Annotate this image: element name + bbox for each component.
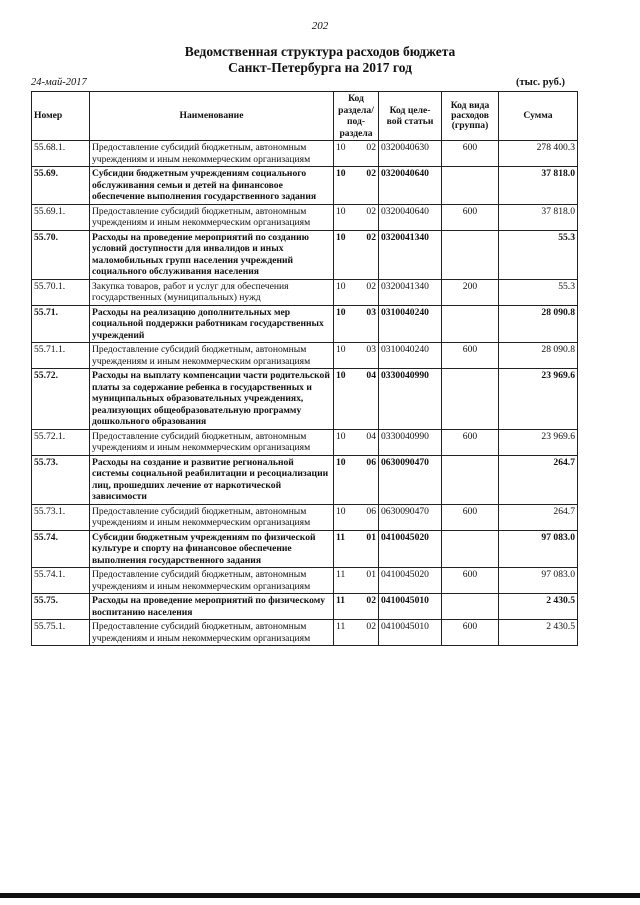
header-name: Наименование bbox=[90, 92, 334, 141]
row-name: Предоставление субсидий бюджетным, автономным учреждениям и иным некоммерческим организациям bbox=[90, 141, 334, 167]
row-vr bbox=[442, 455, 499, 504]
row-name: Расходы на проведение мероприятий по физическому воспитанию населения bbox=[90, 594, 334, 620]
row-razdel bbox=[334, 343, 379, 369]
row-name: Расходы на создание и развитие региональной системы социальной реабилитации и ресоциализации лиц, прошедших лечение от наркотической зависимости bbox=[90, 455, 334, 504]
row-cs: 0330040990 bbox=[379, 369, 442, 430]
row-vr: 600 bbox=[442, 620, 499, 646]
row-pr: 02 bbox=[366, 142, 376, 153]
row-razdel bbox=[334, 141, 379, 167]
row-vr: 600 bbox=[442, 568, 499, 594]
row-cs: 0320040640 bbox=[379, 204, 442, 230]
row-razdel bbox=[334, 594, 379, 620]
table-row bbox=[32, 594, 578, 620]
row-rz: 11 bbox=[336, 621, 346, 632]
row-cs: 0310040240 bbox=[379, 343, 442, 369]
row-cs: 0310040240 bbox=[379, 305, 442, 343]
row-pr: 02 bbox=[366, 205, 376, 217]
budget-table bbox=[31, 91, 578, 646]
row-number: 55.69.1. bbox=[32, 204, 90, 230]
row-rz: 11 bbox=[336, 569, 346, 580]
row-rz: 10 bbox=[336, 505, 346, 517]
row-cs: 0410045020 bbox=[379, 568, 442, 594]
row-rz: 10 bbox=[336, 231, 346, 243]
row-cs: 0630090470 bbox=[379, 455, 442, 504]
row-name: Расходы на проведение мероприятий по созданию условий доступности для инвалидов и иных маломобильных групп населения учреждений социального обслуживания населения bbox=[90, 230, 334, 279]
row-razdel bbox=[334, 204, 379, 230]
table-row bbox=[32, 504, 578, 530]
row-name: Предоставление субсидий бюджетным, автономным учреждениям и иным некоммерческим организациям bbox=[90, 343, 334, 369]
row-cs: 0410045010 bbox=[379, 620, 442, 646]
row-vr: 200 bbox=[442, 279, 499, 305]
row-pr: 02 bbox=[366, 280, 376, 292]
row-razdel bbox=[334, 455, 379, 504]
table-row bbox=[32, 568, 578, 594]
row-sum: 55.3 bbox=[499, 230, 578, 279]
row-sum: 278 400.3 bbox=[499, 141, 578, 167]
row-pr: 06 bbox=[366, 505, 376, 517]
row-vr bbox=[442, 305, 499, 343]
row-cs: 0410045020 bbox=[379, 530, 442, 568]
row-pr: 02 bbox=[366, 168, 376, 179]
row-number: 55.71.1. bbox=[32, 343, 90, 369]
row-cs: 0630090470 bbox=[379, 504, 442, 530]
row-vr bbox=[442, 369, 499, 430]
row-sum: 264.7 bbox=[499, 504, 578, 530]
table-row bbox=[32, 455, 578, 504]
row-name: Субсидии бюджетным учреждениям по физической культуре и спорту на финансовое обеспечение выполнения государственного задания bbox=[90, 530, 334, 568]
row-name: Предоставление субсидий бюджетным, автономным учреждениям и иным некоммерческим организациям bbox=[90, 504, 334, 530]
header-number: Номер bbox=[32, 92, 90, 141]
table-row bbox=[32, 279, 578, 305]
row-rz: 10 bbox=[336, 430, 346, 442]
row-number: 55.74.1. bbox=[32, 568, 90, 594]
row-sum: 28 090.8 bbox=[499, 305, 578, 343]
row-sum: 264.7 bbox=[499, 455, 578, 504]
row-sum: 2 430.5 bbox=[499, 620, 578, 646]
row-rz: 10 bbox=[336, 142, 346, 153]
table-row bbox=[32, 141, 578, 167]
table-header-row bbox=[32, 92, 578, 141]
row-sum: 23 969.6 bbox=[499, 369, 578, 430]
table-row bbox=[32, 305, 578, 343]
row-cs: 0320040630 bbox=[379, 141, 442, 167]
row-cs: 0320040640 bbox=[379, 167, 442, 205]
row-cs: 0410045010 bbox=[379, 594, 442, 620]
row-name: Расходы на выплату компенсации части родительской платы за содержание ребенка в государственных и муниципальных образовательных учреждениях, реализующих общеобразовательную программу дошкольного образования bbox=[90, 369, 334, 430]
row-rz: 10 bbox=[336, 456, 346, 468]
row-sum: 28 090.8 bbox=[499, 343, 578, 369]
header-razdel: Код раздела/ под- раздела bbox=[334, 92, 379, 141]
row-number: 55.72.1. bbox=[32, 429, 90, 455]
row-name: Предоставление субсидий бюджетным, автономным учреждениям и иным некоммерческим организациям bbox=[90, 568, 334, 594]
row-rz: 10 bbox=[336, 205, 346, 217]
row-number: 55.72. bbox=[32, 369, 90, 430]
row-vr: 600 bbox=[442, 343, 499, 369]
row-pr: 06 bbox=[366, 456, 376, 468]
row-rz: 10 bbox=[336, 370, 346, 381]
table-row bbox=[32, 204, 578, 230]
row-rz: 10 bbox=[336, 344, 346, 355]
row-razdel bbox=[334, 167, 379, 205]
row-pr: 02 bbox=[366, 231, 376, 243]
row-rz: 11 bbox=[336, 531, 346, 543]
table-row bbox=[32, 530, 578, 568]
table-row bbox=[32, 343, 578, 369]
row-cs: 0320041340 bbox=[379, 279, 442, 305]
row-name: Предоставление субсидий бюджетным, автономным учреждениям и иным некоммерческим организациям bbox=[90, 204, 334, 230]
row-sum: 97 083.0 bbox=[499, 568, 578, 594]
row-number: 55.68.1. bbox=[32, 141, 90, 167]
table-row bbox=[32, 429, 578, 455]
page-number: 202 bbox=[311, 20, 329, 32]
row-vr: 600 bbox=[442, 141, 499, 167]
row-razdel bbox=[334, 504, 379, 530]
table-row bbox=[32, 369, 578, 430]
row-number: 55.75. bbox=[32, 594, 90, 620]
scan-bottom-edge bbox=[0, 893, 640, 898]
units-label: (тыс. руб.) bbox=[516, 77, 565, 88]
row-name: Предоставление субсидий бюджетным, автономным учреждениям и иным некоммерческим организациям bbox=[90, 620, 334, 646]
row-vr bbox=[442, 167, 499, 205]
row-vr: 600 bbox=[442, 429, 499, 455]
header-sum: Сумма bbox=[499, 92, 578, 141]
row-name: Предоставление субсидий бюджетным, автономным учреждениям и иным некоммерческим организациям bbox=[90, 429, 334, 455]
row-pr: 02 bbox=[366, 621, 376, 632]
row-razdel bbox=[334, 429, 379, 455]
row-razdel bbox=[334, 369, 379, 430]
document-title bbox=[0, 44, 640, 76]
row-number: 55.74. bbox=[32, 530, 90, 568]
row-vr bbox=[442, 530, 499, 568]
row-number: 55.70.1. bbox=[32, 279, 90, 305]
row-name: Закупка товаров, работ и услуг для обеспечения государственных (муниципальных) нужд bbox=[90, 279, 334, 305]
header-cs: Код целе- вой статьи bbox=[379, 92, 442, 141]
row-number: 55.73.1. bbox=[32, 504, 90, 530]
row-razdel bbox=[334, 279, 379, 305]
row-sum: 55.3 bbox=[499, 279, 578, 305]
row-sum: 37 818.0 bbox=[499, 204, 578, 230]
header-vr: Код вида расходов (группа) bbox=[442, 92, 499, 141]
row-vr bbox=[442, 230, 499, 279]
table-row bbox=[32, 620, 578, 646]
row-number: 55.70. bbox=[32, 230, 90, 279]
row-razdel bbox=[334, 230, 379, 279]
row-sum: 37 818.0 bbox=[499, 167, 578, 205]
row-rz: 10 bbox=[336, 168, 346, 179]
row-number: 55.75.1. bbox=[32, 620, 90, 646]
table-row bbox=[32, 167, 578, 205]
row-razdel bbox=[334, 568, 379, 594]
row-pr: 04 bbox=[366, 430, 376, 442]
row-pr: 01 bbox=[366, 531, 376, 543]
document-date: 24-май-2017 bbox=[31, 77, 87, 88]
row-razdel bbox=[334, 530, 379, 568]
row-vr bbox=[442, 594, 499, 620]
row-number: 55.69. bbox=[32, 167, 90, 205]
row-cs: 0320041340 bbox=[379, 230, 442, 279]
row-name: Субсидии бюджетным учреждениям социального обслуживания семьи и детей на финансовое обеспечение выполнения государственного задания bbox=[90, 167, 334, 205]
row-number: 55.73. bbox=[32, 455, 90, 504]
row-rz: 11 bbox=[336, 595, 346, 606]
title-line-1: Ведомственная структура расходов бюджета bbox=[184, 44, 456, 59]
row-razdel bbox=[334, 305, 379, 343]
row-sum: 97 083.0 bbox=[499, 530, 578, 568]
row-rz: 10 bbox=[336, 280, 346, 292]
row-vr: 600 bbox=[442, 504, 499, 530]
row-pr: 01 bbox=[366, 569, 376, 580]
row-sum: 2 430.5 bbox=[499, 594, 578, 620]
row-sum: 23 969.6 bbox=[499, 429, 578, 455]
title-line-2: Санкт-Петербурга на 2017 год bbox=[228, 60, 412, 75]
row-pr: 03 bbox=[366, 306, 376, 318]
row-number: 55.71. bbox=[32, 305, 90, 343]
row-pr: 03 bbox=[366, 344, 376, 355]
row-razdel bbox=[334, 620, 379, 646]
table-row bbox=[32, 230, 578, 279]
row-pr: 04 bbox=[366, 370, 376, 381]
row-vr: 600 bbox=[442, 204, 499, 230]
row-pr: 02 bbox=[366, 595, 376, 606]
row-cs: 0330040990 bbox=[379, 429, 442, 455]
row-name: Расходы на реализацию дополнительных мер социальной поддержки работникам государственных учреждений bbox=[90, 305, 334, 343]
row-rz: 10 bbox=[336, 306, 346, 318]
